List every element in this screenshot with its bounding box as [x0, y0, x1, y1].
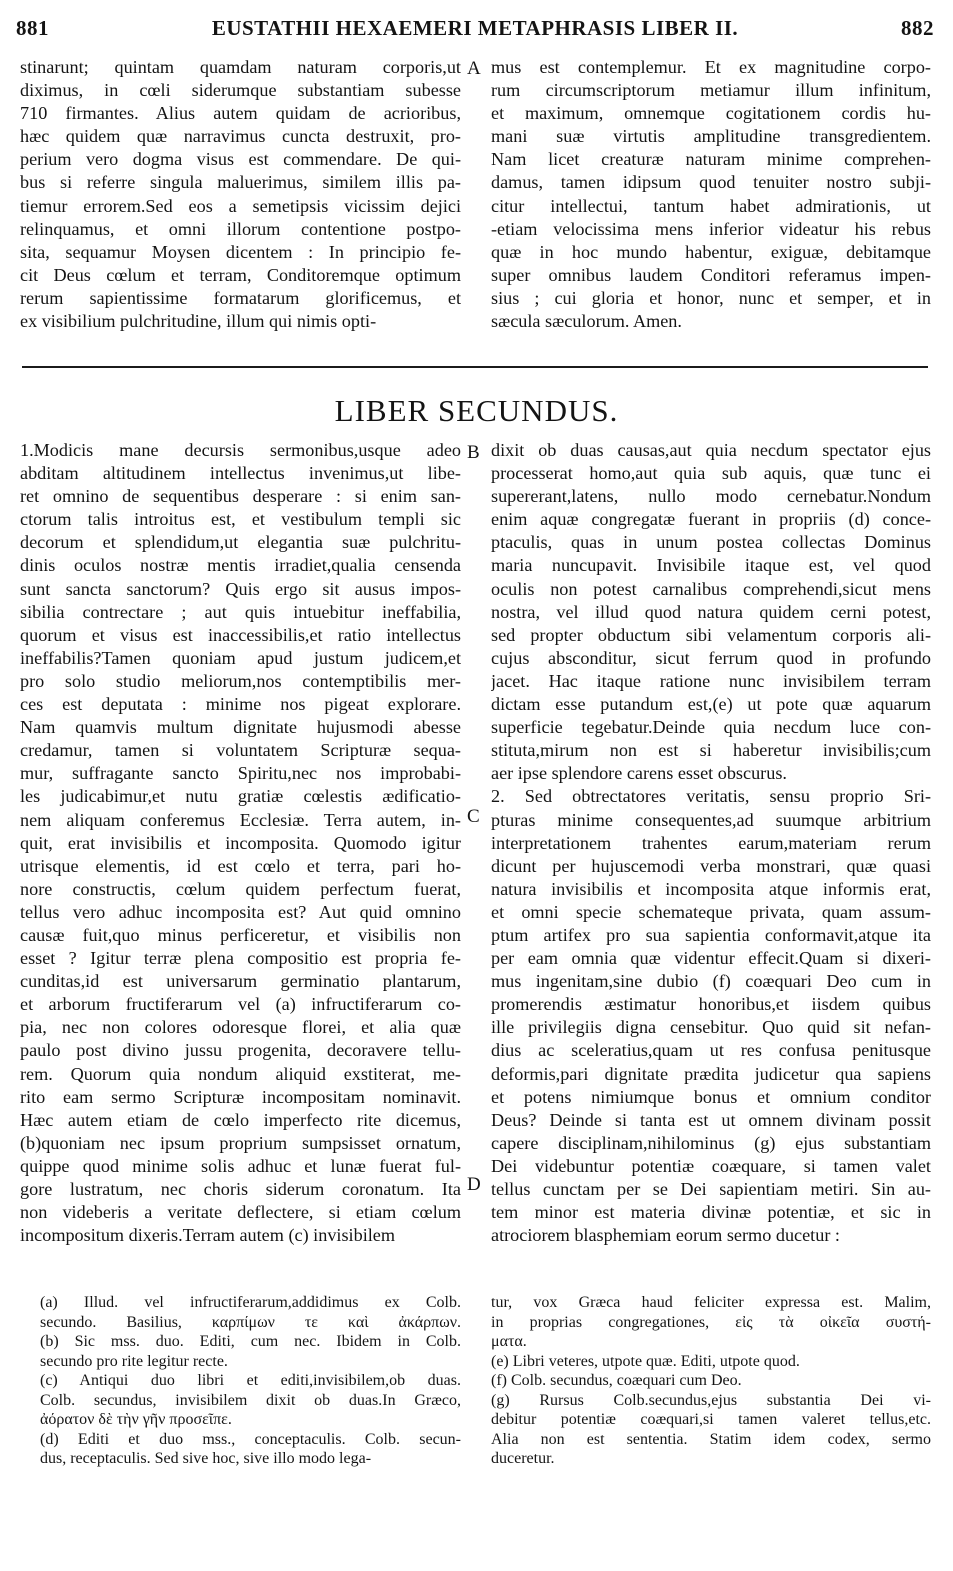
- footnote-line: secundo pro rite legitur recte.: [40, 1352, 228, 1370]
- text-line: atrociorem blasphemiam eorum sermo ducetur :: [491, 1225, 840, 1246]
- text-line: tiemur errorem.Sed eos a semetipsis vicissim dejici: [20, 195, 461, 216]
- text-line: ineffabilis?Tamen quoniam apud justum judicem,et: [20, 647, 461, 668]
- text-line: nem aliquam conferemus Ecclesiæ. Terra autem, in-: [20, 809, 461, 830]
- text-line: damus, tamen idipsum quod tenuiter nostro subji-: [491, 172, 931, 193]
- text-line: dius ac sceleratius,quam ut res confusa penitusque: [491, 1040, 931, 1061]
- text-line: 2. Sed obtrectatores veritatis, sensu proprio Sri-: [491, 786, 931, 807]
- footnote-line: (c) Antiqui duo libri et editi,invisibilem,ob duas.: [40, 1372, 461, 1389]
- text-line: esset ? Igitur terræ plena compositio est propria fe-: [20, 948, 461, 969]
- text-line: natura invisibilis et incomposita atque informis erat,: [491, 878, 931, 899]
- text-line: les judicabimur,et nutu gratiæ cœlestis ædificatio-: [20, 786, 461, 807]
- text-line: hæc quidem quæ narravimus cuncta destruxit, pro-: [20, 126, 461, 147]
- text-line: bus si referre singula maluerimus, similem illis pa-: [20, 172, 461, 193]
- text-line: paulo post divino jussu progenita, decoravere tellu-: [20, 1040, 461, 1061]
- text-line: cunditas,id est universarum germinatio plantarum,: [20, 971, 461, 992]
- text-line: mani suæ virtutis amplitudine transgredientem.: [491, 126, 931, 147]
- text-line: Nam quamvis multum dignitate hujusmodi abesse: [20, 717, 461, 738]
- text-line: utrisque elementis, id est cœlo et terra, pari ho-: [20, 855, 461, 876]
- body-right-column: [491, 439, 931, 1247]
- text-line: -etiam velocissima mens inferior videatur his rebus: [491, 218, 931, 239]
- text-line: non videberis a veritate deflectere, si etiam cœlum: [20, 1202, 461, 1223]
- text-line: superficie tegebatur.Deinde quia necdum luce con-: [491, 717, 931, 738]
- text-line: super omnibus laudem Conditori referamus impen-: [491, 264, 931, 285]
- text-line: ex visibilium pulchritudine, illum qui nimis opti-: [20, 311, 377, 332]
- text-line: stinarunt; quintam quamdam naturam corporis,ut: [20, 57, 461, 77]
- footnote-line: ἀόρατον δὲ τὴν γῆν προσεῖπε.: [40, 1411, 232, 1428]
- text-line: perium vero dogma visus est commendare. De qui-: [20, 149, 461, 170]
- text-line: quippe quod minime solis adhuc et lunæ fuerat ful-: [20, 1155, 461, 1176]
- text-line: jacet. Hac itaque ratione nunc invisibilem terram: [491, 670, 931, 691]
- footnotes-left: [40, 1293, 461, 1469]
- footnote-line: duceretur.: [491, 1450, 555, 1467]
- text-line: pturas minime consequentes,ad suumque arbitrium: [491, 809, 931, 830]
- text-line: tem minor est materia divinæ potentiæ, et sic in: [491, 1202, 931, 1223]
- text-line: relinquamus, et omni illorum contentione postpo-: [20, 218, 461, 239]
- text-line: gore lustratum, nec choris siderum coronatum. Ita: [20, 1179, 461, 1199]
- text-line: dictam esse putandum est,(e) ut pote quæ aquarum: [491, 694, 931, 715]
- text-line: dicunt per hujuscemodi verba monstrari, quæ quasi: [491, 855, 931, 876]
- text-line: ret omnino de sequentibus desperare : si enim san-: [20, 486, 461, 507]
- text-line: rito eam sermo Scripturæ incompositam nominavit.: [20, 1086, 461, 1107]
- section-divider-rule: [22, 366, 928, 368]
- margin-letter-b: B: [467, 442, 480, 463]
- footnote-line: in proprias congregationes, εἰς τὰ οἰκεῖα συστή-: [491, 1313, 931, 1331]
- margin-letter-c: C: [467, 806, 480, 827]
- text-line: Nam licet creaturæ naturam minime comprehen-: [491, 149, 931, 170]
- text-line: causæ fuit,quo minus perficeretur, et visibilis non: [20, 924, 461, 945]
- text-line: dinis oculos nostræ mentis irradiet,qualia censenda: [20, 555, 461, 576]
- footnote-line: Alia non est sententia. Statim idem codex, sermo: [491, 1430, 931, 1448]
- text-line: sed propter obductum sibi velamentum corporis ali-: [491, 624, 931, 645]
- text-line: pro solo studio meliorum,nos contemptibilis mer-: [20, 670, 461, 691]
- text-line: promerendis æstimatur honoribus,et iisdem quibus: [491, 994, 931, 1015]
- text-line: incompositum dixeris.Terram autem (c) invisibilem: [20, 1225, 396, 1246]
- text-line: pia, nec non colores odoresque florei, et alia quæ: [20, 1017, 461, 1038]
- text-line: rerum sapientissime formatarum glorificemus, et: [20, 287, 461, 308]
- footnote-line: secundo. Basilius, καρπίμων τε καὶ ἀκάρπων.: [40, 1313, 461, 1331]
- text-line: stituta,mirum non est si haberetur invisibilis;cum: [491, 740, 931, 761]
- text-line: sibilia contrectare ; aut quis intuebitur ineffabilia,: [20, 601, 461, 622]
- footnote-line: debitur potentiæ coæquari,si tamen valeret tellus,etc.: [491, 1411, 931, 1428]
- text-line: mus est contemplemur. Et ex magnitudine corpo-: [491, 57, 931, 77]
- text-line: sius ; cui gloria et honor, nunc et semper, et in: [491, 287, 931, 308]
- footnote-line: (b) Sic mss. duo. Editi, cum nec. Ibidem in Colb.: [40, 1333, 461, 1350]
- text-line: ctorum talis introitus est, et vestibulum templi sic: [20, 509, 461, 530]
- page-number-right: 882: [901, 16, 934, 40]
- text-line: dixit ob duas causas,aut quia necdum spectator ejus: [491, 440, 931, 460]
- text-line: sæcula sæculorum. Amen.: [491, 311, 682, 332]
- text-line: per eam omnia quæ videntur effecit.Quam si dixeri-: [491, 948, 931, 969]
- footnote-line: (d) Editi et duo mss., conceptaculis. Colb. secun-: [40, 1430, 461, 1448]
- text-line: nostra, vel illud quod natura quidem cerni potest,: [491, 601, 931, 622]
- text-line: tellus vero adhuc incomposita est? Aut quid omnino: [20, 901, 461, 922]
- text-line: sunt sancta sanctorum? Quis ergo sit ausus impos-: [20, 578, 461, 599]
- text-line: rem. Quorum quia nondum aliquid exstiterat, me-: [20, 1063, 461, 1084]
- text-line: supererant,latens, nullo modo cernebatur.Nondum: [491, 486, 931, 507]
- text-line: mus ingenitam,sine dubio (f) coæquari Deo cum in: [491, 971, 931, 992]
- text-line: abditam altitudinem intellectus invenimus,ut libe-: [20, 463, 461, 484]
- text-line: maria nuncupavit. Invisibile itaque est, vel quod: [491, 555, 931, 576]
- text-line: ille privilegiis digna censebitur. Quo quid sit nefan-: [491, 1017, 931, 1038]
- text-line: nore constructis, cœlum quidem perfectum fuerat,: [20, 878, 461, 899]
- text-line: diximus, in cœli siderumque substantiam subesse: [20, 80, 461, 101]
- margin-letter-a: A: [467, 58, 481, 79]
- top-right-column: [491, 56, 931, 333]
- footnote-line: Colb. secundus, invisibilem dixit ob duas.In Græco,: [40, 1391, 461, 1409]
- text-line: tellus cunctam per se Dei sapientiam metiri. Sin au-: [491, 1179, 931, 1199]
- text-line: rum circumscriptorum metiamur illum infinitum,: [491, 80, 931, 101]
- top-left-column: [20, 56, 461, 333]
- text-line: capere disciplinam,nihilominus (g) ejus substantiam: [491, 1132, 931, 1153]
- text-line: Dei videbuntur potentiæ coæquare, si tamen valet: [491, 1155, 931, 1176]
- text-line: quit, erat invisibilis et incomposita. Quomodo igitur: [20, 832, 461, 853]
- text-line: et maximum, omnemque cogitationem cordis hu-: [491, 103, 931, 124]
- footnote-line: ματα.: [491, 1333, 527, 1350]
- text-line: decorum et splendidum,ut elegantia suæ pulchritu-: [20, 532, 461, 553]
- text-line: Deus? Deinde si tanta est ut omnem divinam possit: [491, 1109, 931, 1130]
- text-line: ptaculis, quas in unum postea collectas Dominus: [491, 532, 931, 553]
- text-line: et potens nimiumque bonus et omnium conditor: [491, 1086, 931, 1107]
- footnote-line: (f) Colb. secundus, coæquari cum Deo.: [491, 1372, 742, 1389]
- text-line: oculis non potest carnalibus comprehendi,sicut mens: [491, 578, 931, 599]
- margin-letter-d: D: [467, 1174, 481, 1195]
- text-line: mur, suffragante sancto Spiritu,nec nos improbabi-: [20, 763, 461, 784]
- footnotes-right: [491, 1293, 931, 1469]
- text-line: 710 firmantes. Alius autem quidam de acrioribus,: [20, 103, 461, 124]
- text-line: credamur, tamen si voluntatem Scripturæ sequa-: [20, 740, 461, 761]
- text-line: aer ipse splendore carens esset obscurus.: [491, 763, 787, 784]
- text-line: ces est deputata : minime nos pigeat explorare.: [20, 694, 461, 715]
- text-line: et arborum fructiferarum vel (a) infructiferarum co-: [20, 994, 461, 1015]
- footnote-line: tur, vox Græca haud feliciter expressa est. Malim,: [491, 1294, 931, 1311]
- text-line: sita, sequamur Moysen dicentem : In principio fe-: [20, 241, 461, 262]
- text-line: cit Deus cœlum et terram, Conditoremque optimum: [20, 264, 461, 285]
- body-left-column: [20, 439, 461, 1247]
- footnote-line: (a) Illud. vel infructiferarum,addidimus ex Colb.: [40, 1294, 461, 1311]
- text-line: ptum artifex pro sua sapientia conformavit,atque ita: [491, 924, 931, 945]
- text-line: quæ in hoc mundo habentur, exiguæ, debitamque: [491, 241, 931, 262]
- text-line: enim aquæ congregatæ fuerant in propriis (d) conce-: [491, 509, 931, 530]
- section-title: LIBER SECUNDUS.: [334, 393, 619, 428]
- footnote-line: dus, receptaculis. Sed sive hoc, sive illo modo lega-: [40, 1450, 372, 1467]
- text-line: deformis,pari dignitate prædita judicetur qua sapiens: [491, 1063, 931, 1084]
- text-line: cujus absconditur, sicut ferrum quod in profundo: [491, 647, 931, 668]
- text-line: processerat homo,aut quia sub aquis, quæ tunc ei: [491, 463, 931, 484]
- text-line: Hæc autem etiam de cœlo imperfecto rite dicemus,: [20, 1109, 461, 1130]
- text-line: quorum et visus est inaccessibilis,et ratio intellectus: [20, 624, 461, 645]
- page-number-left: 881: [16, 16, 49, 40]
- text-line: (b)quoniam nec ipsum proprium sumpsisset ornatum,: [20, 1132, 461, 1153]
- footnote-line: (g) Rursus Colb.secundus,ejus substantia Dei vi-: [491, 1391, 931, 1409]
- text-line: 1.Modicis mane decursis sermonibus,usque adeo: [20, 440, 461, 460]
- text-line: citur intellectui, tantum habet admirationis, ut: [491, 195, 931, 216]
- running-header: [16, 10, 934, 44]
- footnote-line: (e) Libri veteres, utpote quæ. Editi, utpote quod.: [491, 1352, 800, 1370]
- text-line: interpretationem trahentes earum,materiam rerum: [491, 832, 931, 853]
- running-title: EUSTATHII HEXAEMERI METAPHRASIS LIBER II.: [211, 16, 739, 40]
- text-line: et omni specie schemateque privata, quam assum-: [491, 901, 931, 922]
